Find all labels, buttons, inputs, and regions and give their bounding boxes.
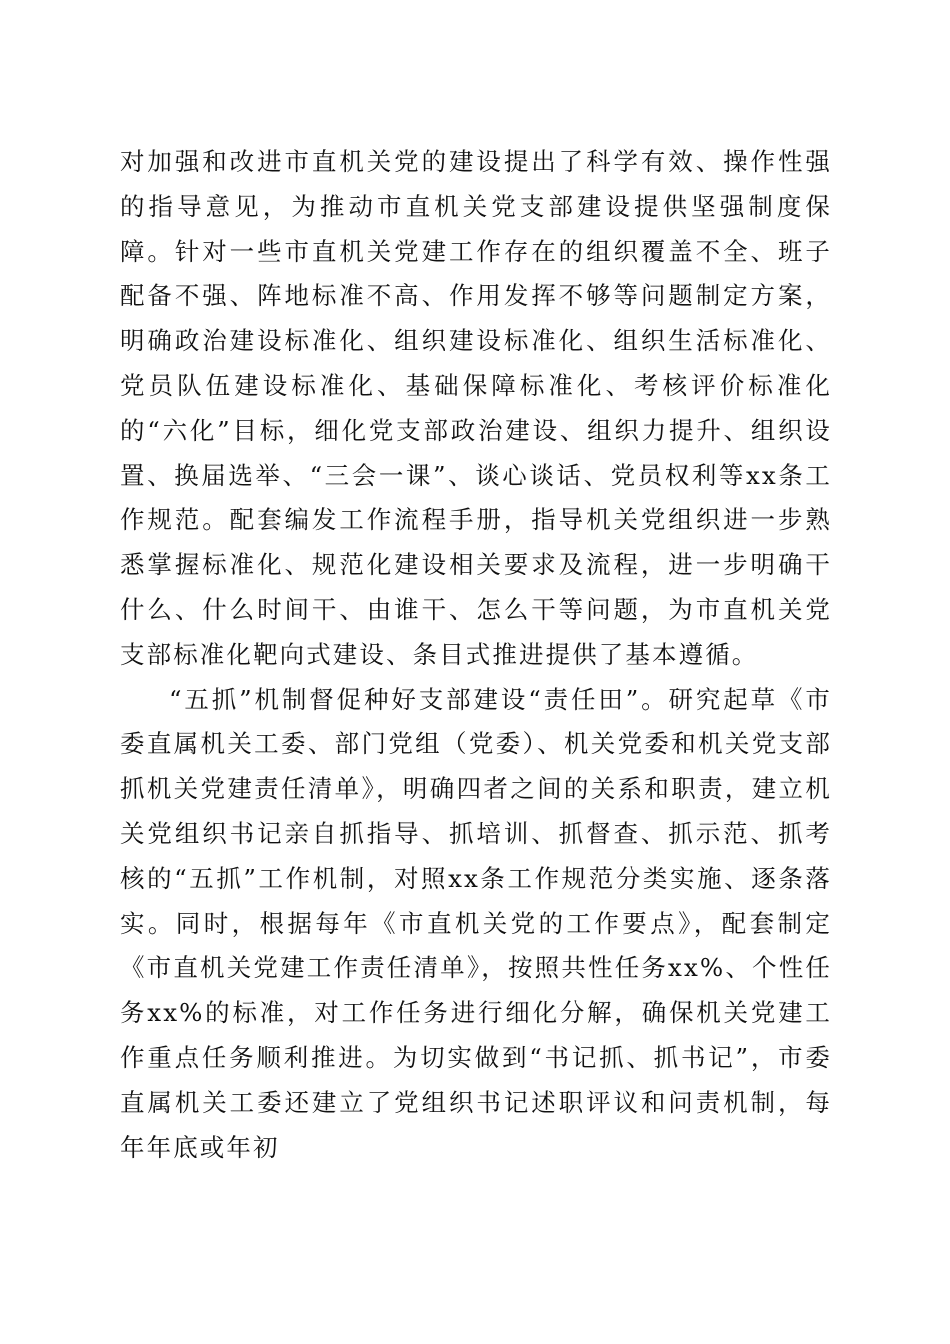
paragraph-continuation: 对加强和改进市直机关党的建设提出了科学有效、操作性强的指导意见，为推动市直机关党支部建设提供坚强制度保障。针对一些市直机关党建工作存在的组织覆盖不全、班子配备不强、阵地标准不高、作用发挥不够等问题制定方案，明确政治建设标准化、组织建设标准化、组织生活标准化、党员队伍建设标准化、基础保障标准化、考核评价标准化的“六化”目标，细化党支部政治建设、组织力提升、组织设置、换届选举、“三会一课”、谈心谈话、党员权利等xx条工作规范。配套编发工作流程手册，指导机关党组织进一步熟悉掌握标准化、规范化建设相关要求及流程，进一步明确干什么、什么时间干、由谁干、怎么干等问题，为市直机关党支部标准化靶向式建设、条目式推进提供了基本遵循。 — [120, 147, 832, 669]
document-body — [120, 140, 832, 1170]
paragraph-five-grasps-mechanism: “五抓”机制督促种好支部建设“责任田”。研究起草《市委直属机关工委、部门党组（党委）、机关党委和机关党支部抓机关党建责任清单》，明确四者之间的关系和职责，建立机关党组织书记亲自抓指导、抓培训、抓督查、抓示范、抓考核的“五抓”工作机制，对照xx条工作规范分类实施、逐条落实。同时，根据每年《市直机关党的工作要点》，配套制定《市直机关党建工作责任清单》，按照共性任务xx%、个性任务xx%的标准，对工作任务进行细化分解，确保机关党建工作重点任务顺利推进。为切实做到“书记抓、抓书记”，市委直属机关工委还建立了党组织书记述职评议和问责机制，每年年底或年初 — [120, 684, 832, 1162]
